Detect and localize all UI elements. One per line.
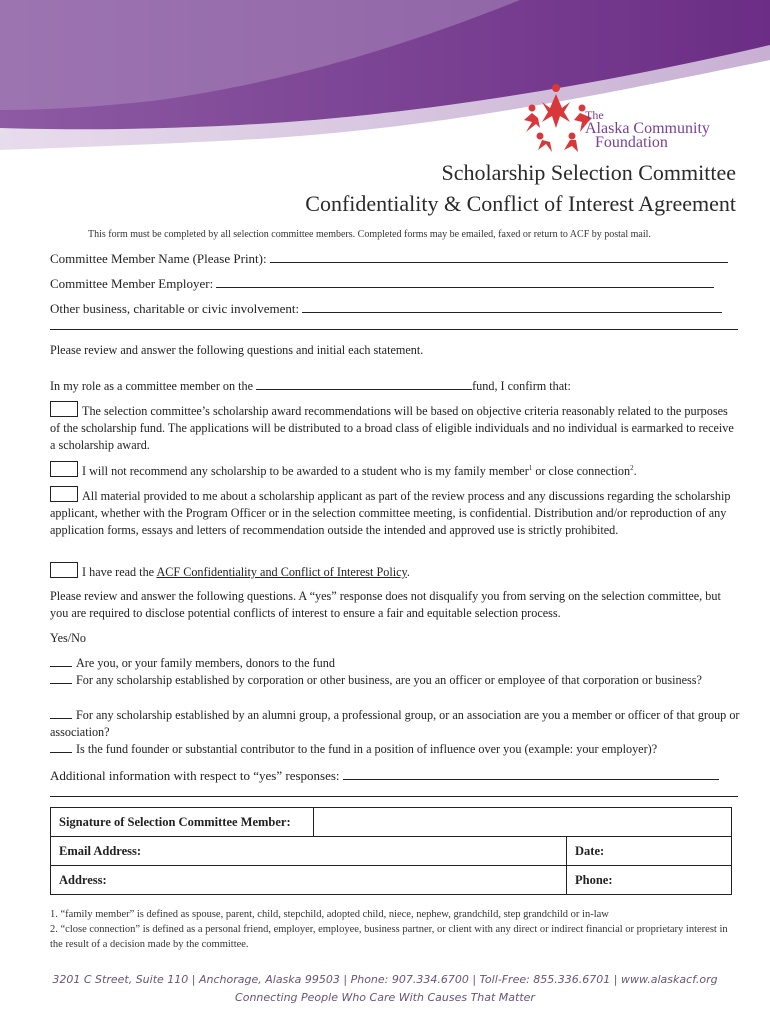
date-label: Date: xyxy=(575,843,605,858)
member-employer-input-line[interactable] xyxy=(216,275,714,288)
initial-box-2[interactable] xyxy=(50,461,78,477)
member-name-input-line[interactable] xyxy=(270,250,728,263)
additional-info-field[interactable] xyxy=(50,767,719,784)
yes-no-header: Yes/No xyxy=(50,631,87,645)
statement-2-end: . xyxy=(633,464,637,479)
initial-box-1[interactable] xyxy=(50,401,78,417)
statement-4 xyxy=(50,562,740,581)
signature-input[interactable] xyxy=(314,808,732,837)
member-name-field[interactable] xyxy=(50,250,728,267)
signature-label: Signature of Selection Committee Member: xyxy=(51,808,314,837)
footnote-ref-2: 2 xyxy=(630,464,634,472)
policy-link[interactable]: ACF Confidentiality and Conflict of Interest Policy xyxy=(156,565,407,579)
phone-cell[interactable] xyxy=(567,866,732,895)
initial-box-3[interactable] xyxy=(50,486,78,502)
address-label: Address: xyxy=(59,872,107,887)
form-instructions: This form must be completed by all selection committee members. Completed forms may be emailed, faxed or return to ACF by postal mail. xyxy=(88,229,651,240)
page-title: Scholarship Selection Committee xyxy=(441,160,736,185)
email-cell[interactable] xyxy=(51,837,567,866)
involvement-input-line[interactable] xyxy=(302,300,722,313)
answer-blank-3[interactable] xyxy=(50,708,72,719)
statement-4-end: . xyxy=(406,565,410,579)
statement-2-mid: or close connection xyxy=(535,464,631,479)
footnote-1: 1. “family member” is defined as spouse, parent, child, stepchild, adopted child, niece, nephew, grandchild, step grandchild or in-law xyxy=(50,909,609,920)
member-name-label: Committee Member Name (Please Print): xyxy=(50,251,267,266)
question-2 xyxy=(50,672,720,689)
statement-4-text: I have read the xyxy=(82,565,155,579)
statement-1-text: The selection committee’s scholarship award recommendations will be based on objective criteria reasonably related to the purposes of the scholarship fund. The applications will be distributed to a broad class of eligible individuals and no individual is earmarked to receive a scholarship award. xyxy=(50,404,734,452)
footer-address: 3201 C Street, Suite 110 | Anchorage, Alaska 99503 | Phone: 907.334.6700 | Toll-Free: 855.336.6701 | www.alaskacf.org xyxy=(52,973,718,986)
role-suffix: fund, I confirm that: xyxy=(472,379,571,393)
footnotes xyxy=(50,907,740,952)
footnote-ref-1: 1 xyxy=(528,464,533,472)
question-4 xyxy=(50,741,740,758)
logo-wordmark xyxy=(585,108,710,150)
additional-info-label: Additional information with respect to “yes” responses: xyxy=(50,768,340,783)
logo-the: The xyxy=(585,108,604,122)
question-3 xyxy=(50,707,740,741)
additional-info-input-line[interactable] xyxy=(343,767,719,780)
logo-name-line1: Alaska Community xyxy=(585,120,710,137)
role-prefix: In my role as a committee member on the xyxy=(50,379,254,393)
involvement-label: Other business, charitable or civic involvement: xyxy=(50,301,300,316)
statement-2-text: I will not recommend any scholarship to be awarded to a student who is my family member xyxy=(82,464,529,479)
phone-label: Phone: xyxy=(575,872,613,887)
statement-3 xyxy=(50,486,740,539)
date-cell[interactable] xyxy=(567,837,732,866)
statement-2 xyxy=(50,460,740,480)
question-3-text: For any scholarship established by an alumni group, a professional group, or an association are you a member or officer of that group or association? xyxy=(50,708,740,739)
question-1 xyxy=(50,655,740,672)
statement-3-text: All material provided to me about a scholarship applicant as part of the review process and any discussions regarding the scholarship applicant, whether with the Program Officer or in the selection committee meeting, is confidential. Distribution and/or reproduction of any application forms, essays and letters of recommendation outside the intended and approved use is strictly prohibited. xyxy=(50,489,731,537)
role-statement xyxy=(50,377,740,395)
footnote-2: 2. “close connection” is defined as a personal friend, employer, employee, business partner, or client with any direct or indirect financial or proprietary interest in the result of a decision made by the committee. xyxy=(50,924,728,950)
footer-tagline: Connecting People Who Care With Causes That Matter xyxy=(235,991,535,1004)
logo-name-line2: Foundation xyxy=(595,134,668,151)
signature-table xyxy=(50,807,732,895)
page-subtitle: Confidentiality & Conflict of Interest Agreement xyxy=(305,191,736,216)
question-4-text: Is the fund founder or substantial contributor to the fund in a position of influence over you (example: your employer)? xyxy=(76,742,658,756)
additional-info-continuation-line[interactable] xyxy=(50,796,738,797)
question-2-text: For any scholarship established by corporation or other business, are you an officer or employee of that corporation or business? xyxy=(76,673,702,687)
answer-blank-4[interactable] xyxy=(50,742,72,753)
member-employer-label: Committee Member Employer: xyxy=(50,276,214,291)
answer-blank-2[interactable] xyxy=(50,673,72,684)
involvement-field[interactable] xyxy=(50,300,722,317)
statement-1 xyxy=(50,401,740,454)
section1-intro: Please review and answer the following questions and initial each statement. xyxy=(50,343,424,357)
question-1-text: Are you, or your family members, donors to the fund xyxy=(76,656,335,670)
answer-blank-1[interactable] xyxy=(50,656,72,667)
fund-name-input-line[interactable] xyxy=(256,377,472,390)
involvement-continuation-line[interactable] xyxy=(50,329,738,330)
initial-box-4[interactable] xyxy=(50,562,78,578)
section2-intro: Please review and answer the following questions. A “yes” response does not disqualify you from serving on the selection committee, but you are required to disclose potential conflicts of interest to ensure a fair and equitable selection process. xyxy=(50,589,721,620)
address-cell[interactable] xyxy=(51,866,567,895)
email-label: Email Address: xyxy=(59,843,142,858)
member-employer-field[interactable] xyxy=(50,275,714,292)
